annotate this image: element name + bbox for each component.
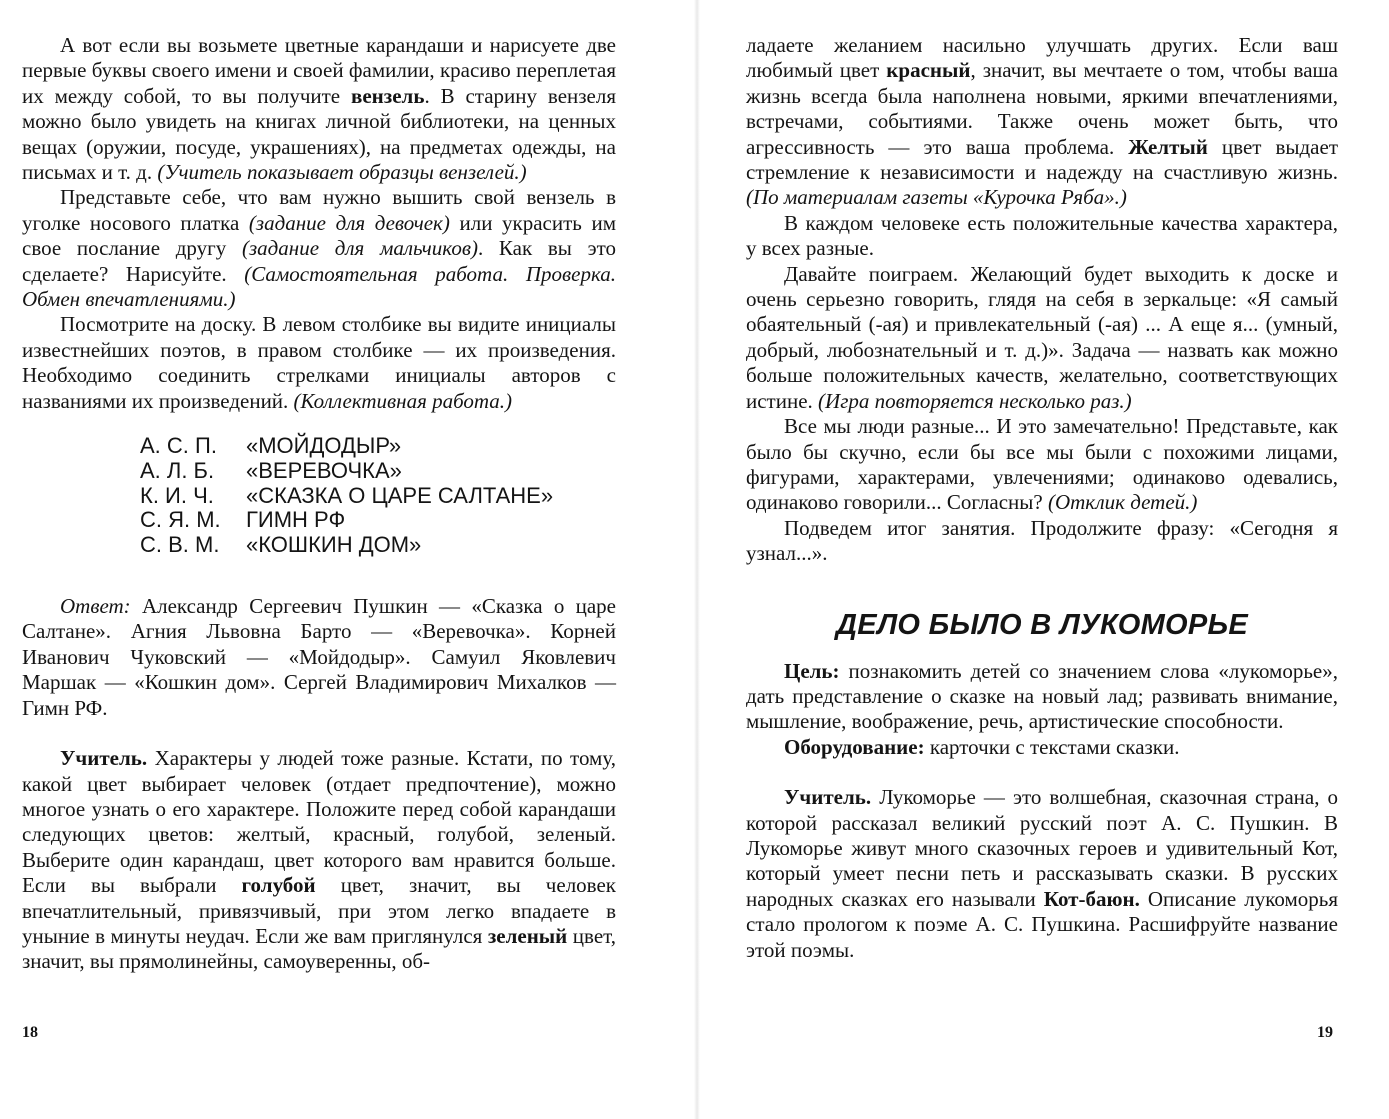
paragraph-summary: Подведем итог занятия. Продолжите фразу: «Сегодня я узнал...». [746, 515, 1338, 566]
text: Александр Сергеевич Пушкин — «Сказка о царе Салтане». Агния Львовна Барто — «Веревочка». Корней Иванович Чуковский — «Мойдодыр». Самуил Яковлевич Маршак — «Кошкин дом». Сергей Владимирович Михалков — Гимн РФ. [22, 594, 616, 720]
goal-label: Цель: [784, 658, 840, 683]
paragraph-monogram [22, 33, 616, 185]
spacer [746, 645, 1338, 659]
right-page [700, 0, 1389, 1119]
works-row [140, 434, 553, 459]
stage-direction: (Коллективная работа.) [293, 388, 513, 413]
work-title: «СКАЗКА О ЦАРЕ САЛТАНЕ» [246, 482, 554, 508]
text: Характеры у людей тоже разные. Кстати, по тому, какой цвет выбирает человек (отдает предпочтение), можно многое узнать о его характере. Положите перед собой карандаши следующих цветов: желтый, красный, голубой, зеленый. Выберите один карандаш, цвет которого вам нравится больше. Если вы выбрали [22, 746, 616, 898]
text: цвет, значит, вы прямолинейны, самоуверенны, об- [22, 923, 616, 974]
work-title: «ВЕРЕВОЧКА» [246, 457, 402, 483]
stage-direction: (Учитель показывает образцы вензелей.) [157, 160, 527, 185]
text: Описание лукоморья стало прологом к поэме А. С. Пушкина. Расшифруйте название этой поэмы. [746, 886, 1338, 962]
spacer [22, 558, 616, 594]
text: Представьте себе, что вам нужно вышить свой вензель в уголке носового платка [22, 185, 616, 235]
page-number-right: 19 [1317, 1024, 1333, 1041]
paragraph-qualities: В каждом человеке есть положительные качества характера, у всех разные. [746, 210, 1338, 261]
paragraph-answer [22, 594, 616, 721]
author-initials: С. В. М. [140, 532, 220, 558]
works-row [140, 484, 553, 509]
text: или украсить им свое послание другу [22, 210, 616, 261]
paragraph-board [22, 312, 616, 414]
paragraph-goal [746, 659, 1338, 735]
text: А вот если вы возьмете цветные карандаши и нарисуете две первые буквы своего имени и своей фамилии, красиво переплетая их между собой, то вы получите [22, 33, 616, 108]
author-initials: С. Я. М. [140, 507, 221, 533]
bold-term: зеленый [487, 923, 568, 948]
source-note: (По материалам газеты «Курочка Ряба».) [746, 185, 1127, 210]
works-row [140, 508, 553, 533]
work-title: ГИМН РФ [246, 507, 346, 533]
left-text-column [22, 33, 616, 975]
text: ладаете желанием насильно улучшать других. Если ваш любимый цвет [746, 33, 1338, 83]
text: познакомить детей со значением слова «лукоморье», дать представление о сказке на новый лад; развивать внимание, мышление, воображение, речь, артистические способности. [746, 658, 1338, 734]
paragraph-equipment [746, 735, 1338, 760]
speaker-label: Учитель. [60, 746, 148, 771]
stage-direction: (Отклик детей.) [1047, 490, 1198, 515]
text: цвет, значит, вы человек впечатлительный, привязчивый, при этом легко впадаете в уныние в минуты неудач. Если же вам приглянулся [22, 873, 616, 948]
page-number-left: 18 [22, 1024, 38, 1041]
right-text-column [746, 33, 1338, 963]
bold-term: голубой [241, 873, 316, 898]
equipment-label: Оборудование: [784, 734, 925, 759]
bold-term: Кот-баюн. [1043, 886, 1140, 911]
text: Лукоморье — это волшебная, сказочная страна, о которой рассказал великий русский поэт А. С. Пушкин. В Лукоморье живут много сказочных героев и удивительный Кот, который умеет песни петь и рассказывать сказки. В русских народных сказках его называли [746, 785, 1338, 911]
author-initials: А. С. П. [140, 433, 217, 459]
text: . В старину вензеля можно было увидеть на книгах личной библиотеки, на ценных вещах (оружии, посуде, украшениях), на предметах одежды, на письмах и т. д. [22, 83, 617, 185]
stage-direction: (задание для мальчиков) [241, 236, 478, 261]
author-initials: К. И. Ч. [140, 482, 214, 508]
stage-direction: (Самостоятельная работа. Проверка. Обмен впечатлениями.) [22, 261, 616, 312]
text: Все мы люди разные... И это замечательно! Представьте, как было бы скучно, если бы все мы были с похожими лицами, фигурами, характерами, увлечениями; одинаково одевались, одинаково говорили... Согласны? [746, 414, 1338, 515]
bold-term: красный [886, 58, 971, 83]
stage-direction: (задание для девочек) [248, 210, 450, 235]
spacer [22, 721, 616, 746]
spacer [746, 567, 1338, 605]
text: цвет выдает стремление к независимости и надежду на счастливую жизнь. [746, 134, 1338, 185]
text: Давайте поиграем. Желающий будет выходить к доске и очень серьезно говорить, глядя на себя в зеркальце: «Я самый обаятельный (-ая) и привлекательный (-ая) ... А еще я... (умный, добрый, любознательный и т. д.)». Задача — назвать как можно больше положительных качеств, желательно, соответствующих истине. [746, 261, 1338, 413]
works-row [140, 459, 553, 484]
works-row [140, 533, 553, 558]
work-title: «МОЙДОДЫР» [246, 433, 402, 459]
text: Посмотрите на доску. В левом столбике вы видите инициалы известнейших поэтов, в правом столбике — их произведения. Необходимо соединить стрелками инициалы авторов с названиями их произведений. [22, 312, 616, 413]
paragraph-colors [22, 746, 616, 975]
paragraph-embroidery [22, 185, 616, 312]
paragraph-lukomorye [746, 785, 1338, 963]
authors-works-table [140, 434, 553, 558]
authors-works-body [140, 434, 553, 558]
paragraph-colors-continued [746, 33, 1338, 211]
text: . Как вы это сделаете? Нарисуйте. [22, 236, 616, 286]
answer-label: Ответ: [60, 594, 131, 619]
paragraph-different [746, 414, 1338, 516]
section-heading: ДЕЛО БЫЛО В ЛУКОМОРЬЕ [835, 608, 1249, 641]
speaker-label: Учитель. [784, 785, 872, 810]
text: карточки с текстами сказки. [924, 734, 1180, 759]
author-initials: А. Л. Б. [140, 457, 215, 483]
stage-direction: (Игра повторяется несколько раз.) [818, 388, 1132, 413]
spacer [746, 760, 1338, 785]
bold-term: вензель [351, 83, 425, 108]
bold-term: Желтый [1128, 134, 1208, 159]
work-title: «КОШКИН ДОМ» [246, 532, 422, 558]
text: , значит, вы мечтаете о том, чтобы ваша жизнь всегда была наполнена новыми, яркими впечатлениями, встречами, событиями. Также очень может быть, что агрессивность — это ваша проблема. [746, 58, 1339, 159]
paragraph-game [746, 262, 1338, 414]
